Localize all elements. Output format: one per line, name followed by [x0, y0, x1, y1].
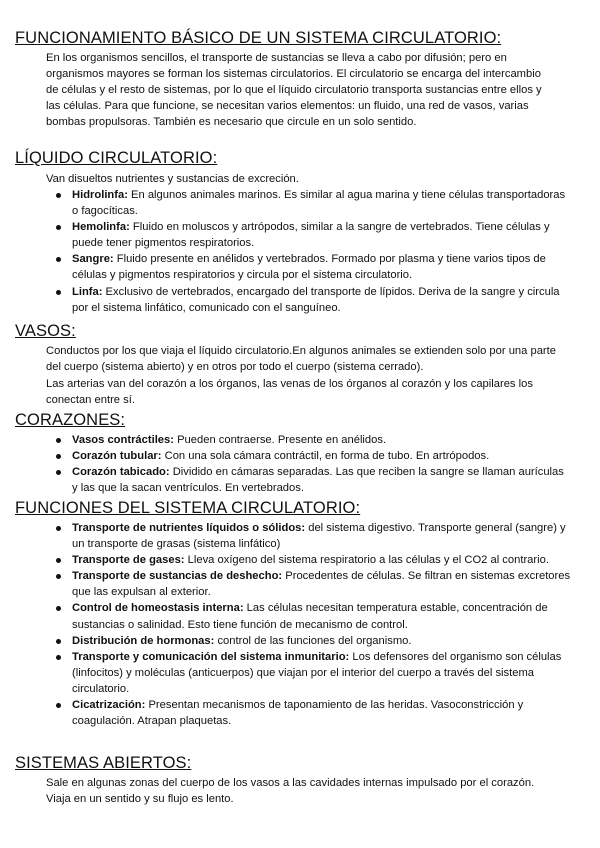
list-item-term: Distribución de hormonas:: [72, 634, 215, 647]
list-item: [72, 448, 566, 464]
list-item-desc: del sistema digestivo. Transporte general (sangre) y un transporte de grasas (sistema linfático): [72, 522, 566, 551]
list-item-desc: Con una sola cámara contráctil, en forma de tubo. En artrópodos.: [161, 450, 490, 463]
list-funciones: [72, 520, 572, 729]
list-item-desc: Pueden contraerse. Presente en anélidos.: [173, 434, 387, 446]
bullet-icon: [56, 703, 61, 708]
list-item: [72, 600, 572, 632]
bullet-icon: [56, 257, 61, 262]
list-item: [72, 520, 572, 552]
paragraph-sistemas-abiertos: Sale en algunas zonas del cuerpo de los vasos a las cavidades internas impulsado por el corazón. Viaja en un sentido y su flujo es lento.: [46, 777, 535, 806]
bullet-icon: [56, 639, 61, 644]
bullet-icon: [56, 225, 61, 230]
list-corazones: [72, 432, 566, 496]
list-item-term: Vasos contráctiles:: [72, 434, 174, 446]
heading-sistemas-abiertos: SISTEMAS ABIERTOS:: [15, 754, 192, 772]
list-item-term: Linfa:: [72, 285, 103, 298]
heading-liquido-circulatorio: LÍQUIDO CIRCULATORIO:: [15, 149, 218, 167]
list-item-desc: Procedentes de células. Se filtran en sistemas excretores que las expulsan al exterior.: [72, 570, 571, 599]
list-item: [72, 219, 566, 251]
list-item-term: Control de homeostasis interna:: [72, 602, 244, 615]
list-item-desc: Lleva oxígeno del sistema respiratorio a las células y el CO2 al contrario.: [184, 554, 549, 567]
list-item-term: Cicatrización:: [72, 699, 146, 712]
list-item-desc: control de las funciones del organismo.: [214, 634, 412, 647]
paragraph-vasos-2: Las arterias van del corazón a los órganos, las venas de los órganos al corazón y los capilares los conectan entre sí.: [46, 378, 533, 407]
list-item-term: Transporte de gases:: [72, 554, 185, 567]
list-item-desc: Fluido presente en anélidos y vertebrados. Formado por plasma y tiene varios tipos de células y pigmentos respiratorios y circula por el sistema circulatorio.: [72, 253, 546, 282]
list-item-desc: Las células necesitan temperatura estable, concentración de sustancias o salinidad. Esto tiene función de mecanismo de control.: [72, 602, 548, 631]
list-item-term: Hidrolinfa:: [72, 189, 128, 201]
list-item: [72, 633, 572, 649]
list-item: [72, 251, 566, 283]
bullet-icon: [56, 655, 61, 660]
list-item-desc: Dividido en cámaras separadas. Las que reciben la sangre se llaman aurículas y las que la sacan ventrículos. En vertebrados.: [72, 466, 564, 495]
list-item-term: Corazón tabicado:: [72, 466, 170, 479]
heading-corazones: CORAZONES:: [15, 411, 126, 429]
bullet-icon: [56, 574, 61, 579]
list-item-desc: Fluido en moluscos y artrópodos, similar a la sangre de vertebrados. Tiene células y puede tener pigmentos respiratorios.: [72, 221, 550, 250]
heading-funcionamiento: FUNCIONAMIENTO BÁSICO DE UN SISTEMA CIRCULATORIO:: [15, 29, 502, 47]
list-item: [72, 649, 572, 697]
bullet-icon: [56, 454, 61, 459]
paragraph-vasos-1: Conductos por los que viaja el líquido circulatorio.En algunos animales se extienden solo por una parte del cuerpo (sistema abierto) y en otros por todo el cuerpo (sistema cerrado).: [46, 345, 556, 374]
paragraph-funcionamiento: En los organismos sencillos, el transporte de sustancias se lleva a cabo por difusión; pero en organismos mayores se forman los sistemas circulatorios. El circulatorio se encarga del intercambio de células y el resto de sistemas, por lo que el líquido circulatorio transporta sustancias entre ellos y las células. Para que funcione, se necesitan varios elementos: un fluido, una red de vasos, varias bombas propulsoras. También es necesario que circule en un solo sentido.: [46, 52, 542, 129]
heading-vasos: VASOS:: [15, 322, 76, 340]
list-item: [72, 568, 572, 600]
bullet-icon: [56, 558, 61, 563]
list-liquidos: [72, 187, 566, 316]
paragraph-liquido-intro: Van disueltos nutrientes y sustancias de excreción.: [46, 173, 299, 185]
list-item-desc: Los defensores del organismo son células (linfocitos) y moléculas (anticuerpos) que viajan por el interior del cuerpo a través del sistema circulatorio.: [72, 650, 562, 695]
list-item-term: Transporte de nutrientes líquidos o sólidos:: [72, 522, 306, 534]
list-item: [72, 552, 572, 568]
bullet-icon: [56, 606, 61, 611]
list-item-term: Corazón tubular:: [72, 450, 162, 463]
heading-funciones: FUNCIONES DEL SISTEMA CIRCULATORIO:: [15, 499, 361, 517]
bullet-icon: [56, 438, 61, 443]
bullet-icon: [56, 470, 61, 475]
list-item-desc: Presentan mecanismos de taponamiento de las heridas. Vasoconstricción y coagulación. Atrapan plaquetas.: [72, 699, 524, 728]
bullet-icon: [56, 193, 61, 198]
list-item: [72, 464, 566, 496]
list-item-term: Transporte y comunicación del sistema inmunitario:: [72, 650, 350, 663]
list-item-term: Transporte de sustancias de deshecho:: [72, 570, 283, 583]
list-item-term: Sangre:: [72, 253, 114, 266]
list-item-desc: En algunos animales marinos. Es similar al agua marina y tiene células transportadoras o fagocíticas.: [72, 189, 566, 218]
bullet-icon: [56, 526, 61, 531]
list-item: [72, 187, 566, 219]
list-item: [72, 432, 566, 448]
list-item: [72, 284, 566, 316]
list-item: [72, 697, 572, 729]
list-item-desc: Exclusivo de vertebrados, encargado del transporte de lípidos. Deriva de la sangre y circula por el sistema linfático, comunicado con el sanguíneo.: [72, 285, 560, 314]
list-item-term: Hemolinfa:: [72, 221, 130, 234]
bullet-icon: [56, 290, 61, 295]
